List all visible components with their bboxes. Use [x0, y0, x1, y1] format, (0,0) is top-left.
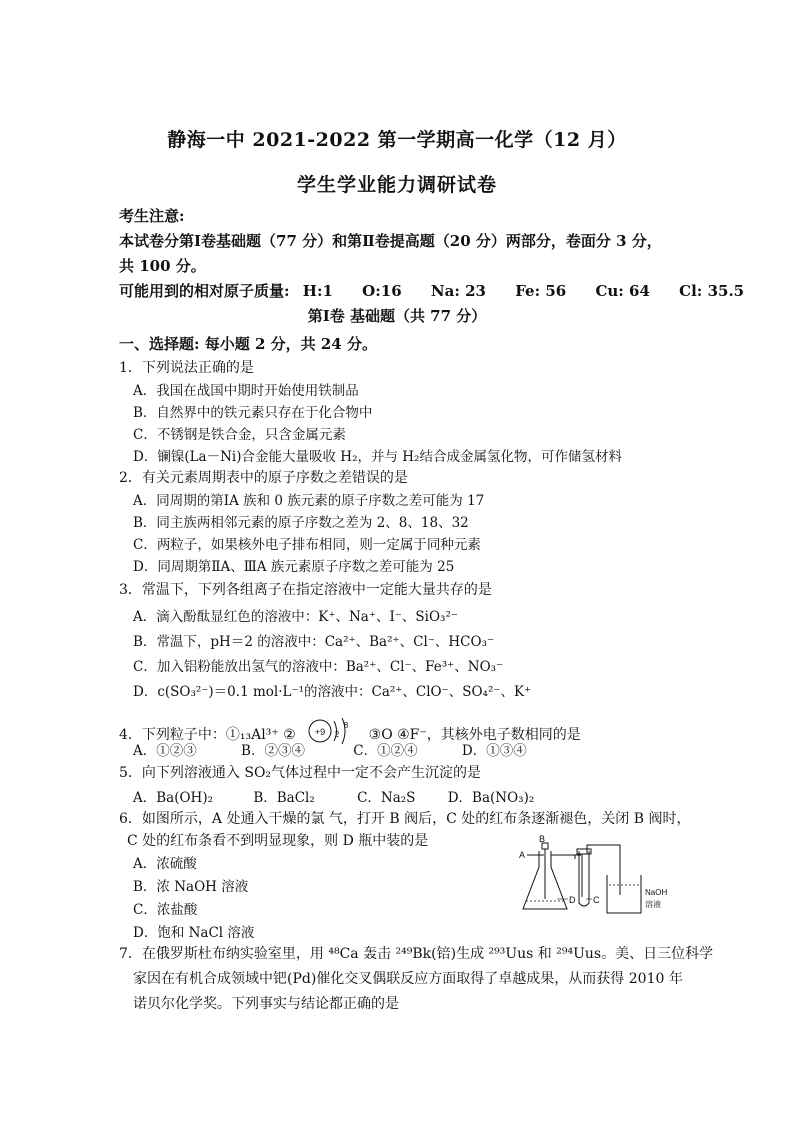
q5-option-b: B．BaCl₂ [253, 790, 315, 806]
mass-o: O:16 [362, 282, 402, 300]
beaker [607, 875, 641, 913]
atomic-masses-label: 可能用到的相对原子质量: [119, 282, 290, 300]
q1-option-c: C．不锈钢是铁合金，只含金属元素 [133, 427, 346, 443]
q6-option-c: C．浓盐酸 [133, 902, 198, 918]
q7-line-2: 家因在有机合成领域中钯(Pd)催化交叉偶联反应方面取得了卓越成果，从而获得 2010 年 [133, 971, 683, 987]
label-a: A [519, 850, 526, 860]
nucleus-charge: +9 [315, 727, 326, 737]
outlet-tube [587, 845, 620, 895]
connect-tube-1 [551, 855, 575, 859]
mass-fe: Fe: 56 [515, 282, 567, 300]
q5-option-d: D．Ba(NO₃)₂ [447, 790, 535, 806]
q7-line-1: 7．在俄罗斯杜布纳实验室里，用 ⁴⁸Ca 轰击 ²⁴⁹Bk(锫)生成 ²⁹³Uus 和 ²⁹⁴Uus。美、日三位科学 [119, 946, 714, 962]
atomic-masses [119, 280, 744, 301]
q1-stem: 1．下列说法正确的是 [119, 360, 254, 376]
apparatus-figure [517, 833, 677, 921]
q3-option-d: D．c(SO₃²⁻)＝0.1 mol·L⁻¹的溶液中：Ca²⁺、ClO⁻、SO₄²⁻、K⁺ [133, 684, 532, 700]
q2-stem: 2．有关元素周期表中的原子序数之差错误的是 [119, 470, 408, 486]
q5-options [133, 786, 534, 806]
shell2-electrons: 8 [343, 721, 349, 730]
q6-option-a: A．浓硫酸 [133, 856, 197, 872]
q2-option-c: C．两粒子，如果核外电子排布相同，则一定属于同种元素 [133, 537, 481, 553]
q3-option-b: B．常温下，pH＝2 的溶液中：Ca²⁺、Ba²⁺、Cl⁻、HCO₃⁻ [133, 634, 495, 650]
solution-label: 溶液 [645, 900, 661, 909]
q6-option-d: D．饱和 NaCl 溶液 [133, 925, 255, 941]
q3-option-a: A．滴入酚酞显红色的溶液中：K⁺、Na⁺、I⁻、SiO₃²⁻ [133, 609, 458, 625]
q1-option-a: A．我国在战国中期时开始使用铁制品 [133, 383, 359, 399]
q2-option-d: D．同周期第ⅡA、ⅢA 族元素原子序数之差可能为 25 [133, 559, 455, 575]
label-c: C [593, 895, 600, 905]
exam-subtitle: 学生学业能力调研试卷 [296, 174, 497, 196]
mass-cu: Cu: 64 [595, 282, 650, 300]
q4-option-d: D．①③④ [461, 743, 527, 759]
q4-option-a: A．①②③ [133, 743, 197, 759]
mass-h: H:1 [302, 282, 333, 300]
q2-option-a: A．同周期的第ⅠA 族和 0 族元素的原子序数之差可能为 17 [133, 493, 485, 509]
q2-option-b: B．同主族两相邻元素的原子序数之差为 2、8、18、32 [133, 515, 469, 531]
q4-options [133, 739, 527, 759]
mass-cl: Cl: 35.5 [679, 282, 745, 300]
q4-stem-a: 4．下列粒子中：①₁₃Al³⁺ ② [119, 727, 296, 743]
q1-option-d: D．镧镍(La－Ni)合金能大量吸收 H₂，并与 H₂结合成金属氢化物，可作储氢材料 [133, 449, 622, 465]
notice-line-2: 共 100 分。 [119, 257, 206, 275]
notice-label: 考生注意: [119, 207, 185, 225]
q5-option-a: A．Ba(OH)₂ [133, 790, 214, 806]
q3-option-c: C．加入铝粉能放出氢气的溶液中：Ba²⁺、Cl⁻、Fe³⁺、NO₃⁻ [133, 659, 504, 675]
shell1-electrons: 2 [334, 730, 340, 739]
section1-heading: 一、选择题: 每小题 2 分，共 24 分。 [119, 335, 377, 353]
q4-option-b: B．②③④ [241, 743, 305, 759]
q5-stem: 5．向下列溶液通入 SO₂气体过程中一定不会产生沉淀的是 [119, 765, 482, 781]
q5-option-c: C．Na₂S [357, 790, 416, 806]
exam-title: 静海一中 2021-2022 第一学期高一化学（12 月） [167, 129, 627, 151]
q3-stem: 3．常温下，下列各组离子在指定溶液中一定能大量共存的是 [119, 582, 492, 598]
q1-option-b: B．自然界中的铁元素只存在于化合物中 [133, 405, 373, 421]
notice-line-1: 本试卷分第Ⅰ卷基础题（77 分）和第Ⅱ卷提高题（20 分）两部分，卷面分 3 分， [119, 232, 662, 250]
q6-stem-line-1: 6．如图所示，A 处通入干燥的氯 气，打开 B 阀后，C 处的红布条逐渐褪色，关闭 B 阀时， [119, 811, 691, 827]
label-b: B [539, 834, 546, 844]
q7-line-3: 诺贝尔化学奖。下列事实与结论都正确的是 [133, 996, 399, 1012]
q6-option-b: B．浓 NaOH 溶液 [133, 879, 249, 895]
q6-stem-line-2: C 处的红布条看不到明显现象，则 D 瓶中装的是 [127, 833, 429, 849]
naoh-label: NaOH [645, 888, 668, 897]
q4-stem-b: ③O ④F⁻，其核外电子数相同的是 [368, 727, 581, 743]
test-tube-c [579, 851, 589, 906]
q4-option-c: C．①②④ [353, 743, 418, 759]
part1-title: 第Ⅰ卷 基础题（共 77 分） [307, 307, 487, 325]
mass-na: Na: 23 [430, 282, 486, 300]
label-d: D [569, 895, 576, 905]
